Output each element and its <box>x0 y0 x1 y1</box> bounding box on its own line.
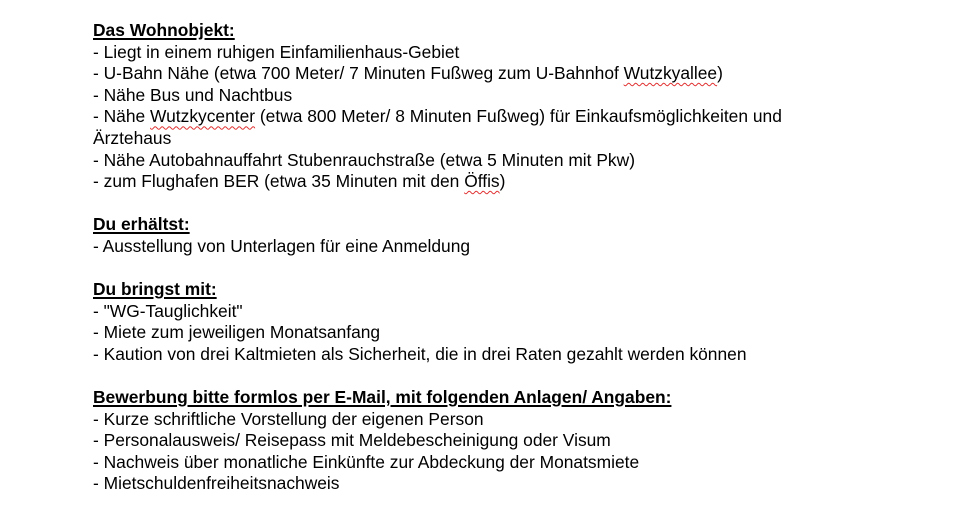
list-item <box>93 171 853 193</box>
list-item: - Mietschuldenfreiheitsnachweis <box>93 473 340 494</box>
list-item-text: (etwa 800 Meter/ 8 Minuten Fußweg) für Einkaufsmöglichkeiten und Ärztehaus <box>93 106 782 148</box>
section-heading: Du bringst mit: <box>93 279 217 300</box>
list-item-text: - zum Flughafen BER (etwa 35 Minuten mit den <box>93 171 465 192</box>
list-item: - Kaution von drei Kaltmieten als Sicherheit, die in drei Raten gezahlt werden können <box>93 343 747 364</box>
section-wohnobjekt <box>93 20 853 193</box>
section-du-erhaeltst <box>93 214 853 257</box>
section-du-bringst-mit <box>93 279 853 365</box>
list-item: - Miete zum jeweiligen Monatsanfang <box>93 322 381 343</box>
spellcheck-word: Öffis <box>464 171 500 192</box>
section-heading: Das Wohnobjekt: <box>93 20 235 40</box>
list-item: - Nähe Autobahnauffahrt Stubenrauchstraße (etwa 5 Minuten mit Pkw) <box>93 149 635 170</box>
section-heading: Bewerbung bitte formlos per E-Mail, mit folgenden Anlagen/ Angaben: <box>93 387 672 408</box>
section-bewerbung <box>93 387 853 495</box>
section-heading: Du erhältst: <box>93 214 190 235</box>
document-body <box>93 20 853 495</box>
list-item <box>93 63 853 85</box>
list-item: - Nachweis über monatliche Einkünfte zur Abdeckung der Monatsmiete <box>93 451 640 472</box>
list-item: - Personalausweis/ Reisepass mit Meldebescheinigung oder Visum <box>93 430 611 451</box>
list-item-text: ) <box>717 63 723 84</box>
list-item-text: - U-Bahn Nähe (etwa 700 Meter/ 7 Minuten Fußweg zum U-Bahnhof <box>93 63 624 84</box>
list-item <box>93 106 853 149</box>
spellcheck-word: Wutzkyallee <box>623 63 718 84</box>
list-item: - Kurze schriftliche Vorstellung der eigenen Person <box>93 408 484 429</box>
list-item-text: ) <box>499 171 506 192</box>
list-item: - Ausstellung von Unterlagen für eine Anmeldung <box>93 235 471 256</box>
spellcheck-word: Wutzkycenter <box>150 106 256 127</box>
list-item: - Nähe Bus und Nachtbus <box>93 84 293 105</box>
list-item-text: - Nähe <box>93 106 151 127</box>
list-item: - Liegt in einem ruhigen Einfamilienhaus-Gebiet <box>93 41 460 62</box>
list-item: - "WG-Tauglichkeit" <box>93 300 243 321</box>
